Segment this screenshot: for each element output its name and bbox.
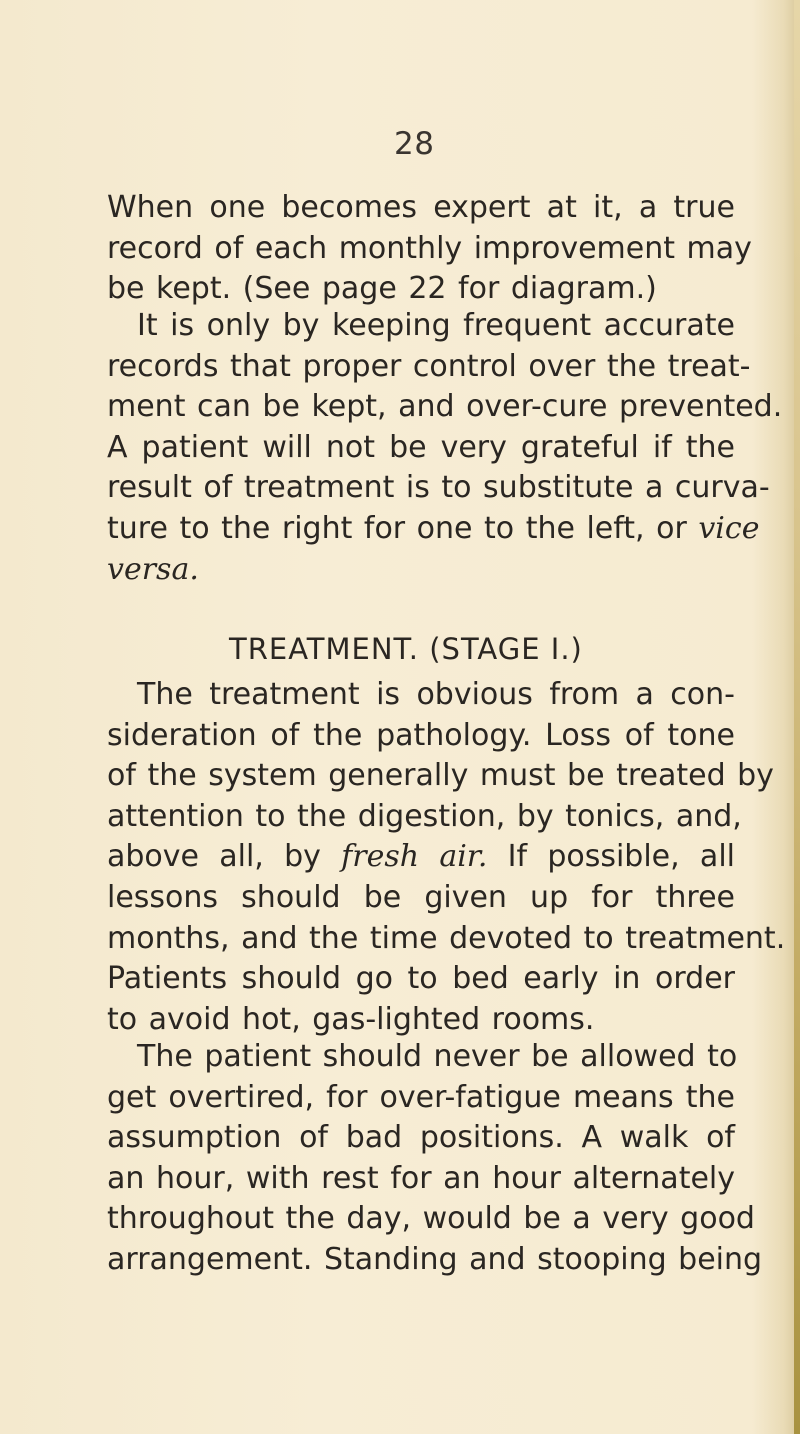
text-line: arrangement. Standing and stooping being xyxy=(107,1241,763,1277)
page-number: 28 xyxy=(394,126,435,162)
text-line: attention to the digestion, by tonics, and, xyxy=(107,798,742,834)
text-line: The patient should never be allowed to xyxy=(137,1039,738,1074)
text-line: throughout the day, would be a very good xyxy=(107,1201,755,1237)
text-fragment: If possible, all xyxy=(487,839,735,875)
paragraph-3 xyxy=(107,675,786,1040)
text-line: assumption of bad positions. A walk of xyxy=(107,1120,735,1156)
text-line: The treatment is obvious from a con- xyxy=(137,677,735,712)
text-fragment: above all, by xyxy=(107,839,342,875)
text-line: ment can be kept, and over-cure prevented. xyxy=(107,389,783,425)
text-line: It is only by keeping frequent accurate xyxy=(137,308,735,343)
text-line: of the system generally must be treated by xyxy=(107,758,774,794)
text-line: get overtired, for over-fatigue means the xyxy=(107,1079,735,1115)
italic-text: vice xyxy=(698,510,760,546)
text-line: result of treatment is to substitute a curva- xyxy=(107,470,770,506)
text-line: A patient will not be very grateful if the xyxy=(107,429,735,465)
text-line: record of each monthly improvement may xyxy=(107,230,752,266)
text-line: Patients should go to bed early in order xyxy=(107,961,735,997)
text-line: be kept. (See page 22 for diagram.) xyxy=(107,271,657,307)
text-line-with-italic xyxy=(107,837,735,878)
text-line: sideration of the pathology. Loss of tone xyxy=(107,717,735,753)
text-line: an hour, with rest for an hour alternately xyxy=(107,1160,735,1196)
text-line-with-italic xyxy=(107,509,760,550)
text-line: When one becomes expert at it, a true xyxy=(107,190,735,225)
paragraph-1 xyxy=(107,188,752,310)
page-edge xyxy=(794,0,800,1434)
text-line: months, and the time devoted to treatment. xyxy=(107,920,786,956)
text-fragment: ture to the right for one to the left, or xyxy=(107,510,699,546)
section-heading: TREATMENT. (STAGE I.) xyxy=(229,632,583,666)
paragraph-4 xyxy=(107,1037,763,1281)
text-line xyxy=(107,550,735,591)
text-line: records that proper control over the treat- xyxy=(107,348,751,384)
text-line: to avoid hot, gas-lighted rooms. xyxy=(107,1001,595,1037)
italic-text: versa. xyxy=(107,551,199,587)
italic-text: fresh air. xyxy=(341,839,488,875)
text-line: lessons should be given up for three xyxy=(107,879,735,915)
paragraph-2 xyxy=(107,306,783,590)
